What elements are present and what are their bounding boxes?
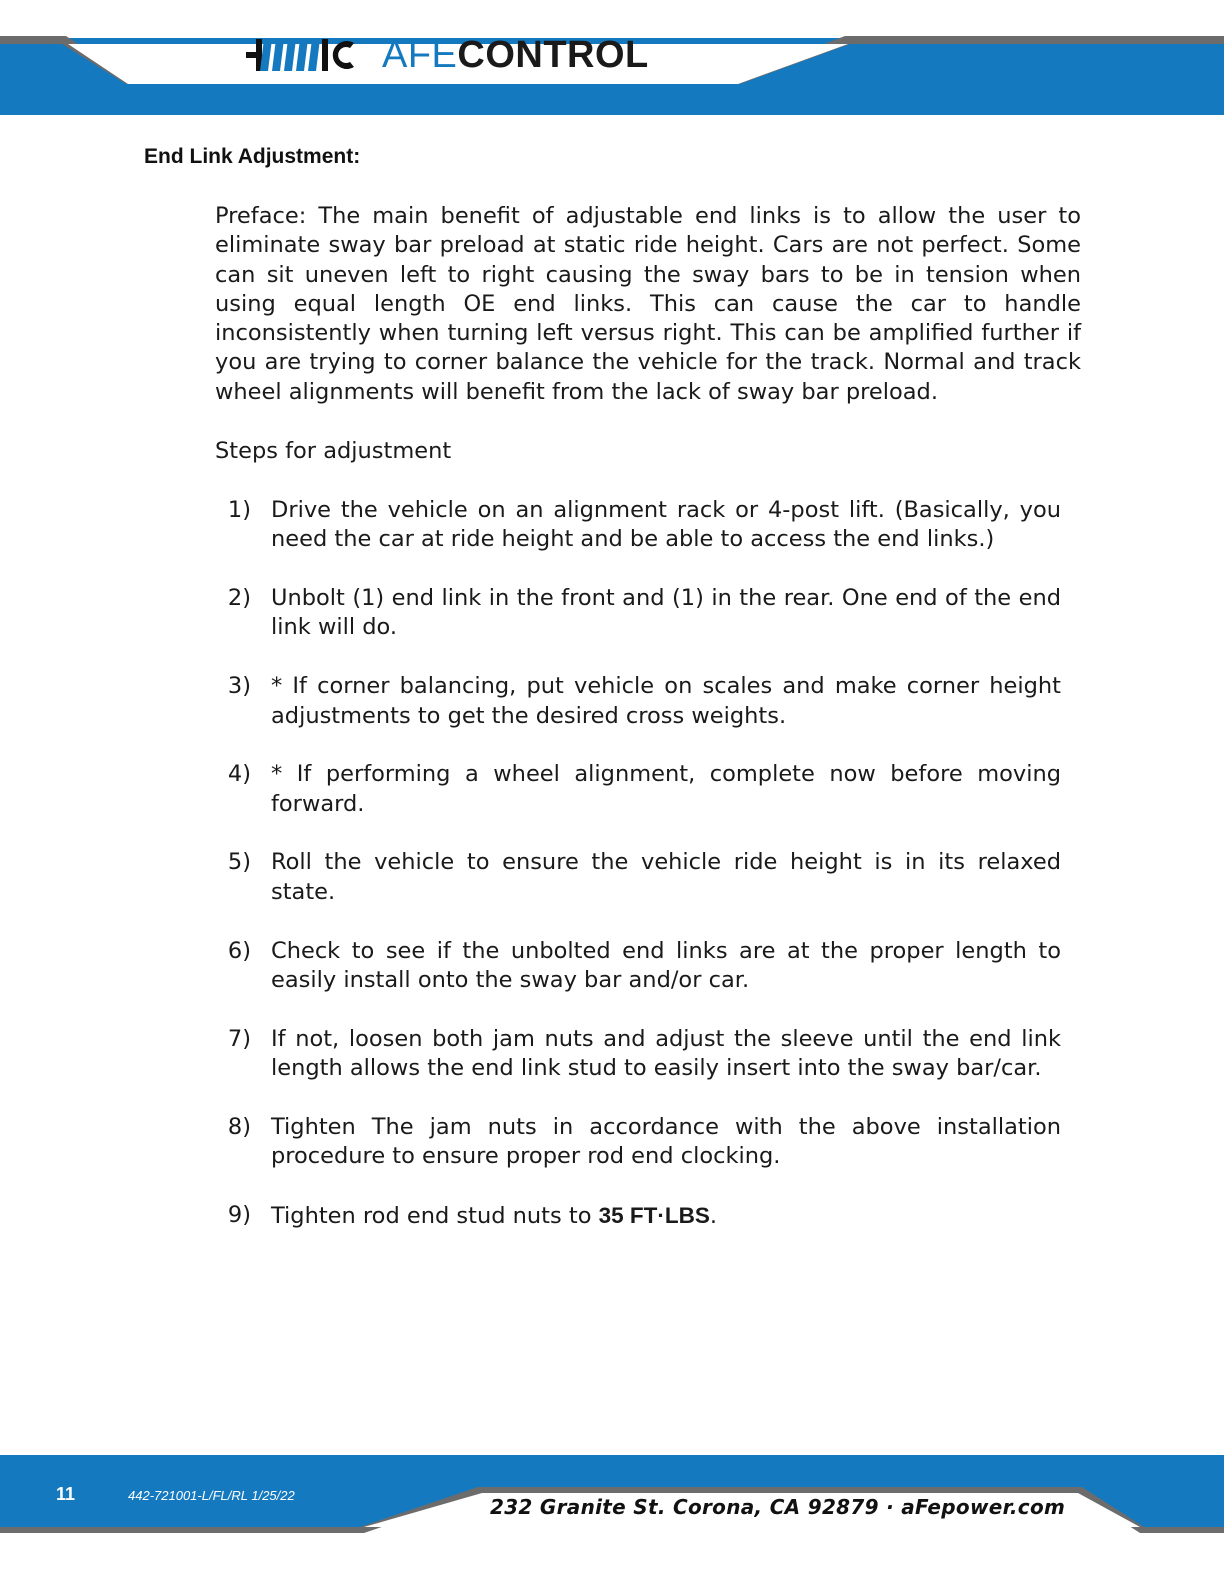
page-number: 11 xyxy=(56,1484,76,1504)
afe-control-logo xyxy=(246,33,649,77)
steps-list xyxy=(215,496,1081,1231)
footer-band xyxy=(0,1455,1224,1584)
step-number: 3) xyxy=(227,673,251,700)
logo-brand-text: AFE xyxy=(382,34,458,76)
list-item xyxy=(215,1201,1081,1231)
step-text: Drive the vehicle on an alignment rack or 4-post lift. (Basically, you need the car at ride height and be able to access the end links.) xyxy=(271,497,1061,553)
step-number: 8) xyxy=(227,1113,251,1140)
list-item xyxy=(215,1113,1081,1172)
step-text-prefix: Tighten rod end stud nuts to xyxy=(271,1202,599,1229)
step-text: * If corner balancing, put vehicle on scales and make corner height adjustments to get the desired cross weights. xyxy=(271,673,1061,729)
step-text xyxy=(271,1201,1061,1231)
logo-product-text: CONTROL xyxy=(457,34,649,76)
step-text: Check to see if the unbolted end links are at the proper length to easily install onto the sway bar and/or car. xyxy=(271,937,1061,993)
step-text: Tighten The jam nuts in accordance with the above installation procedure to ensure proper rod end clocking. xyxy=(271,1113,1061,1170)
logo-mark-icon xyxy=(246,35,372,75)
torque-spec: 35 FT·LBS xyxy=(598,1202,710,1228)
step-text-suffix: . xyxy=(709,1202,718,1229)
step-number: 9) xyxy=(227,1201,251,1228)
step-number: 5) xyxy=(227,849,251,876)
step-number: 7) xyxy=(227,1025,251,1052)
document-code: 442-721001-L/FL/RL 1/25/22 xyxy=(128,1488,295,1503)
step-number: 6) xyxy=(227,937,251,964)
steps-heading: Steps for adjustment xyxy=(215,438,452,465)
step-text: * If performing a wheel alignment, complete now before moving forward. xyxy=(271,761,1061,817)
list-item xyxy=(215,760,1081,819)
list-item xyxy=(215,584,1081,643)
section-heading: End Link Adjustment: xyxy=(144,145,361,168)
step-number: 4) xyxy=(227,761,251,788)
list-item xyxy=(215,672,1081,731)
list-item xyxy=(215,937,1081,996)
step-text: If not, loosen both jam nuts and adjust the sleeve until the end link length allows the end link stud to easily insert into the sway bar/car. xyxy=(271,1025,1061,1081)
footer-address: 232 Granite St. Corona, CA 92879 · aFepower.com xyxy=(490,1495,1066,1519)
list-item xyxy=(215,1025,1081,1084)
step-text: Roll the vehicle to ensure the vehicle ride height is in its relaxed state. xyxy=(271,849,1061,905)
content-body xyxy=(215,202,1081,1261)
step-number: 2) xyxy=(227,585,251,612)
step-text: Unbolt (1) end link in the front and (1) in the rear. One end of the end link will do. xyxy=(271,585,1061,641)
list-item xyxy=(215,848,1081,907)
step-number: 1) xyxy=(227,497,251,524)
list-item xyxy=(215,496,1081,555)
preface-paragraph: Preface: The main benefit of adjustable end links is to allow the user to eliminate sway bar preload at static ride height. Cars are not perfect. Some can sit uneven left to right causing the sway bars to be in tension when using equal length OE end links. This can cause the car to handle inconsistently when turning left versus right. This can be amplified further if you are trying to corner balance the vehicle for the track. Normal and track wheel alignments will benefit from the lack of sway bar preload. xyxy=(215,203,1081,405)
